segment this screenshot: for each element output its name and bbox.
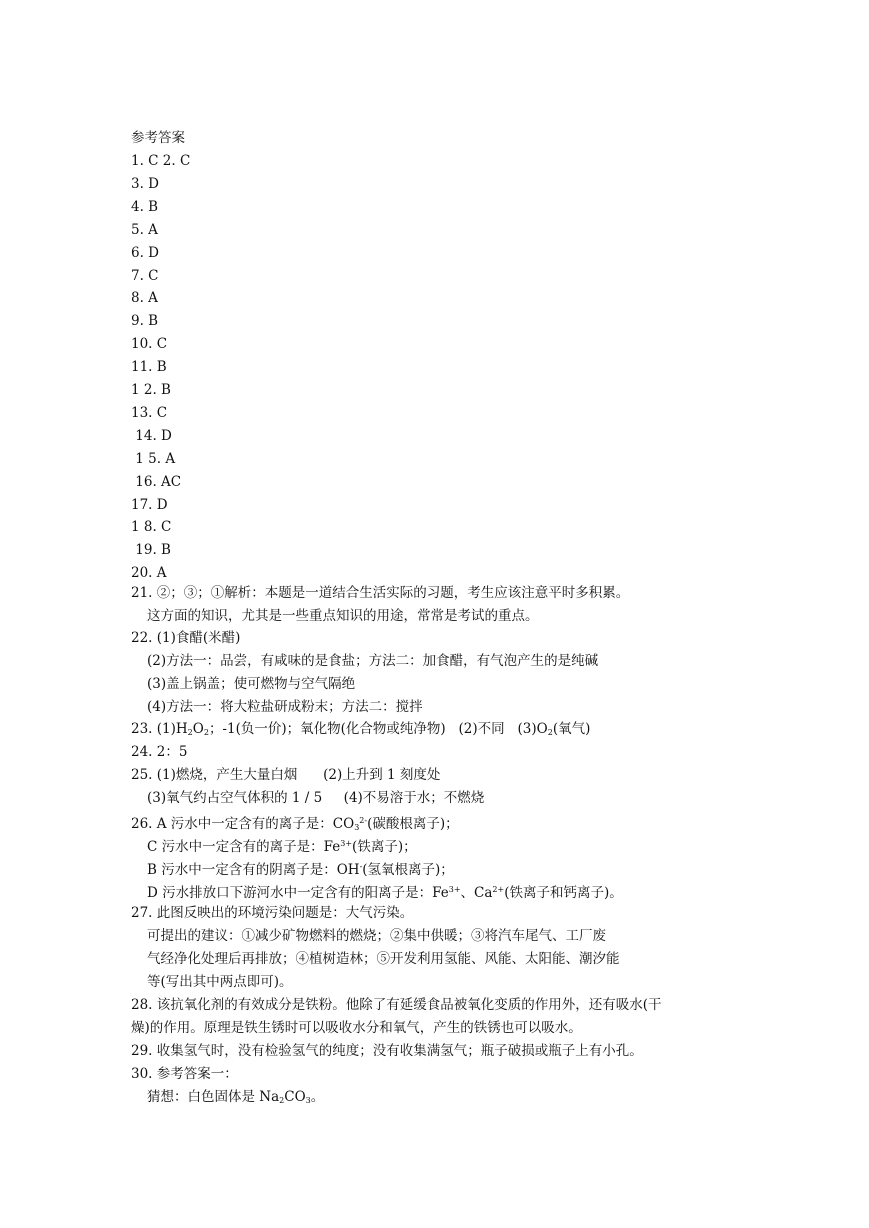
answer-item: 9. B xyxy=(131,313,159,329)
answer-item: 3. D xyxy=(131,176,159,192)
answer-item: 5. A xyxy=(131,222,158,238)
answer-item: 6. D xyxy=(131,245,159,261)
answer-26-line-2: C 污水中一定含有的离子是：$Fe^{3+}$(铁离子)； xyxy=(147,839,417,855)
answer-item: 20. A xyxy=(131,565,167,581)
answer-26-line-1: 26. A 污水中一定含有的离子是：$CO_3^{2-}$(碳酸根离子)； xyxy=(131,816,459,832)
answer-30-line-1: 30. 参考答案一： xyxy=(131,1066,238,1082)
answer-item: 4. B xyxy=(131,199,159,215)
answer-29: 29. 收集氢气时，没有检验氢气的纯度；没有收集满氢气；瓶子破损或瓶子上有小孔。 xyxy=(131,1043,643,1059)
answer-22-line-3: (3)盖上锅盖；使可燃物与空气隔绝 xyxy=(147,676,356,692)
answer-item: 8. A xyxy=(131,290,158,306)
answer-item: 7. C xyxy=(131,268,159,284)
answer-23: 23. $(1)H_2O_2$；-1(负一价)；氧化物(化合物或纯净物) (2)不同 $(3)O_2$(氧气) xyxy=(131,721,591,737)
page-title: 参考答案 xyxy=(131,130,185,146)
answer-21-line-2: 这方面的知识，尤其是一些重点知识的用途，常常是考试的重点。 xyxy=(147,608,539,624)
answer-item: 11. B xyxy=(131,359,167,375)
answer-item: 1 8. C xyxy=(131,519,172,535)
answer-item: 1 5. A xyxy=(131,451,176,467)
answer-25-line-1: 25. (1)燃烧，产生大量白烟 (2)上升到 1 刻度处 xyxy=(131,767,441,783)
answer-30-line-2: 猜想：白色固体是 $Na_2CO_3$。 xyxy=(147,1089,325,1105)
answer-item: 10. C xyxy=(131,336,168,352)
answer-item: 1 2. B xyxy=(131,382,171,398)
answer-item: 16. AC xyxy=(131,474,182,490)
answer-27-line-4: 等(写出其中两点即可)。 xyxy=(147,974,293,990)
answer-item: 17. D xyxy=(131,497,168,513)
answer-26-line-4: D 污水排放口下游河水中一定含有的阳离子是：$Fe^{3+}$、$Ca^{2+}$(铁离子和钙离子)。 xyxy=(147,885,623,901)
answer-25-line-2: (3)氧气约占空气体积的 1 / 5 (4)不易溶于水；不燃烧 xyxy=(147,790,485,806)
answer-22-line-2: (2)方法一：品尝，有咸味的是食盐；方法二：加食醋，有气泡产生的是纯碱 xyxy=(147,653,599,669)
answer-27-line-1: 27. 此图反映出的环境污染问题是：大气污染。 xyxy=(131,905,414,921)
answer-27-line-2: 可提出的建议：①减少矿物燃料的燃烧；②集中供暖；③将汽车尾气、工厂废 xyxy=(147,928,606,944)
answer-27-line-3: 气经净化处理后再排放；④植树造林；⑤开发利用氢能、风能、太阳能、潮汐能 xyxy=(147,951,620,967)
answer-item: 19. B xyxy=(131,542,171,558)
answer-26-line-3: B 污水中一定含有的阴离子是：OH-(氢氧根离子)； xyxy=(147,862,454,878)
answer-28-line-2: 燥)的作用。原理是铁生锈时可以吸收水分和氧气，产生的铁锈也可以吸水。 xyxy=(131,1020,582,1036)
answer-item: 14. D xyxy=(131,428,172,444)
answer-22-line-1: 22. (1)食醋(米醋) xyxy=(131,630,241,646)
answer-22-line-4: (4)方法一：将大粒盐研成粉末；方法二：搅拌 xyxy=(147,699,423,715)
answer-item: 13. C xyxy=(131,405,168,421)
answer-21-line-1: 21. ②；③；①解析：本题是一道结合生活实际的习题，考生应该注意平时多积累。 xyxy=(131,585,630,601)
answer-24: 24. 2：5 xyxy=(131,744,188,760)
answer-item: 1. C 2. C xyxy=(131,153,191,169)
answer-28-line-1: 28. 该抗氧化剂的有效成分是铁粉。他除了有延缓食品被氧化变质的作用外，还有吸水(干 xyxy=(131,997,662,1013)
